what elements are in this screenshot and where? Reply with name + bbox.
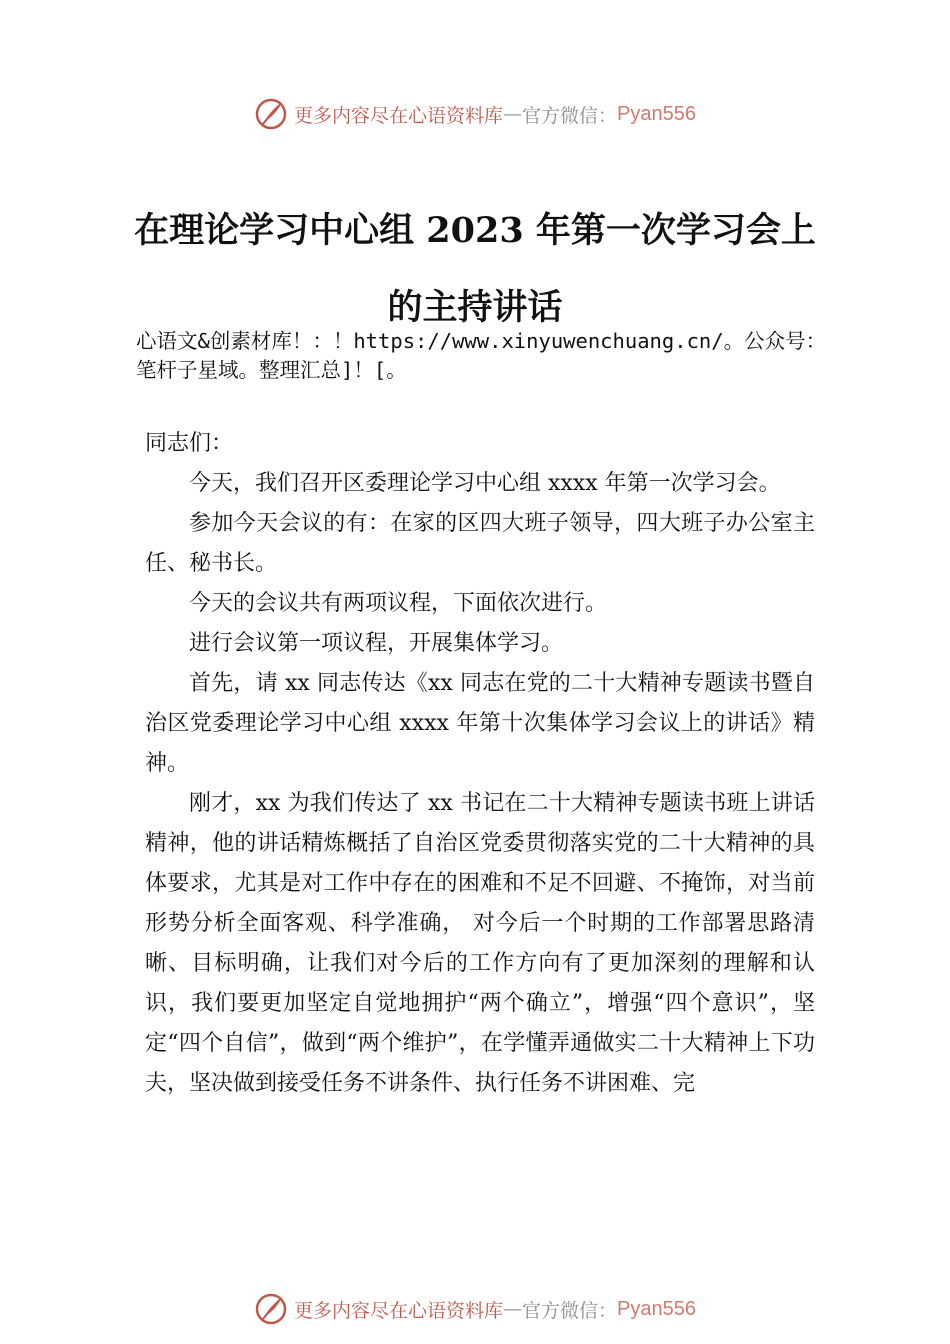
paragraph: 首先，请 xx 同志传达《xx 同志在党的二十大精神专题读书暨自治区党委理论学习中心组 xxxx 年第十次集体学习会议上的讲话》精神。: [145, 671, 815, 776]
quill-logo-icon: [254, 97, 288, 131]
source-note: 心语文&创素材库！：！https://www.xinyuwenchuang.cn/。公众号：笔杆子星域。整理汇总]！[。: [136, 329, 827, 382]
quill-logo-icon: [254, 1292, 288, 1326]
banner-wechat-id: Pyan556: [617, 102, 696, 125]
salutation: 同志们：: [145, 431, 234, 456]
banner-text: 更多内容尽在心语资料库: [294, 1299, 504, 1322]
banner-dash: —: [503, 1298, 523, 1320]
document-title-line-2: 的主持讲话: [387, 287, 563, 328]
banner-wechat-label: 官方微信：: [522, 104, 618, 127]
footer-banner: [0, 1289, 950, 1329]
document-title-line-1: 在理论学习中心组 2023 年第一次学习会上: [134, 210, 816, 251]
document-body: [145, 424, 815, 1104]
banner-text: 更多内容尽在心语资料库: [294, 104, 504, 127]
banner-dash: —: [503, 103, 523, 125]
paragraph: 进行会议第一项议程，开展集体学习。: [189, 631, 564, 656]
banner-wechat-label: 官方微信：: [522, 1299, 618, 1322]
paragraph: 刚才，xx 为我们传达了 xx 书记在二十大精神专题读书班上讲话精神，他的讲话精炼概括了自治区党委贯彻落实党的二十大精神的具体要求，尤其是对工作中存在的困难和不足不回避、不掩饰，对当前形势分析全面客观、科学准确， 对今后一个时期的工作部署思路清晰、目标明确，让我们对今后的工作方向有了更加深刻的理解和认识，我们要更加坚定自觉地拥护“两个确立”，增强“四个意识”，坚定“四个自信”，做到“两个维护”，在学懂弄通做实二十大精神上下功夫，坚决做到接受任务不讲条件、执行任务不讲困难、完: [145, 791, 815, 1096]
paragraph: 今天，我们召开区委理论学习中心组 xxxx 年第一次学习会。: [189, 471, 781, 496]
paragraph: 参加今天会议的有：在家的区四大班子领导，四大班子办公室主任、秘书长。: [145, 511, 815, 576]
banner-wechat-id: Pyan556: [617, 1297, 696, 1320]
paragraph: 今天的会议共有两项议程，下面依次进行。: [189, 591, 608, 616]
header-banner: [0, 94, 950, 134]
